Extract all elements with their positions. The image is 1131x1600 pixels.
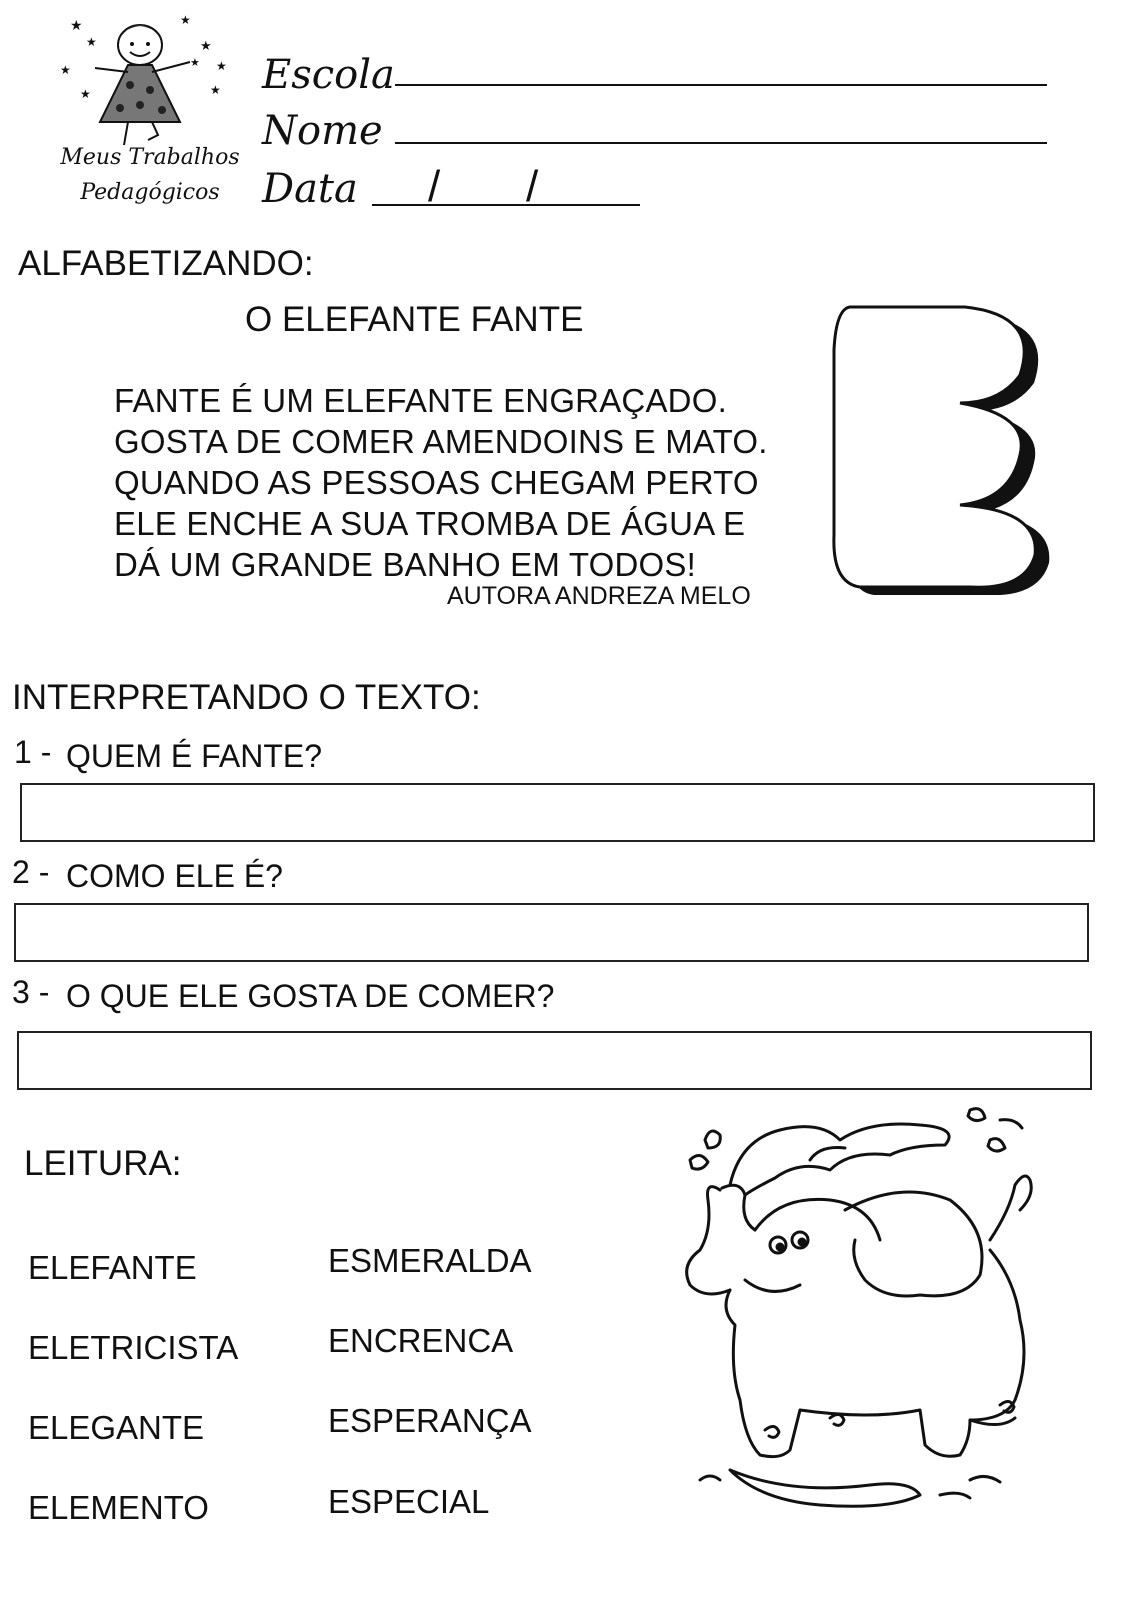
word-col2-2: ENCRENCA [328,1322,514,1359]
question-1-number: 1 - [14,734,52,770]
story-text [114,380,834,585]
answer-box-2[interactable] [14,903,1089,962]
logo-line2: Pedagógicos [80,180,220,205]
svg-text:★: ★ [216,59,227,73]
section-heading-alfabetizando: ALFABETIZANDO: [18,244,314,283]
girl-logo-illustration [40,10,260,150]
word-col1-2: ELETRICISTA [28,1329,239,1366]
story-line: QUANDO AS PESSOAS CHEGAM PERTO [114,464,759,501]
svg-text:★: ★ [200,38,212,53]
svg-text:★: ★ [80,87,91,101]
field-escola-line[interactable] [395,84,1047,86]
word-col2-1: ESMERALDA [328,1242,532,1279]
svg-text:★: ★ [210,83,221,97]
svg-text:★: ★ [86,35,97,49]
story-author: AUTORA ANDREZA MELO [447,582,751,610]
date-separator-2: / [526,162,539,211]
story-line: ELE ENCHE A SUA TROMBA DE ÁGUA E [114,505,746,542]
answer-box-1[interactable] [20,783,1095,842]
word-col2-3: ESPERANÇA [328,1402,532,1439]
question-3-text: O QUE ELE GOSTA DE COMER? [66,978,555,1014]
section-heading-leitura: LEITURA: [24,1144,182,1183]
story-title: O ELEFANTE FANTE [245,300,584,339]
word-col1-3: ELEGANTE [28,1409,205,1446]
field-escola-label: Escola [262,52,395,98]
logo-line1: Meus Trabalhos [60,145,240,170]
question-1-text: QUEM É FANTE? [66,738,323,774]
section-heading-interpretando: INTERPRETANDO O TEXTO: [12,678,481,717]
story-line: FANTE É UM ELEFANTE ENGRAÇADO. [114,382,727,419]
word-col2-4: ESPECIAL [328,1483,490,1520]
field-nome-label: Nome [262,108,383,154]
word-col1-4: ELEMENTO [28,1489,209,1526]
svg-text:★: ★ [60,63,71,77]
svg-text:★: ★ [70,17,83,33]
field-nome-line[interactable] [395,142,1047,144]
story-line: GOSTA DE COMER AMENDOINS E MATO. [114,423,768,460]
story-line: DÁ UM GRANDE BANHO EM TODOS! [114,546,696,583]
question-3-number: 3 - [12,974,50,1010]
svg-text:★: ★ [190,57,200,69]
field-data-line[interactable] [372,204,640,206]
logo [40,10,260,215]
word-col1-1: ELEFANTE [28,1249,197,1286]
date-separator-1: / [428,162,441,211]
field-data-label: Data [262,166,358,212]
question-2-text: COMO ELE É? [66,858,283,894]
answer-box-3[interactable] [17,1031,1092,1090]
question-2-number: 2 - [12,854,50,890]
svg-text:★: ★ [180,13,191,27]
big-letter-e [820,295,1060,595]
elephant-illustration [670,1100,1050,1530]
